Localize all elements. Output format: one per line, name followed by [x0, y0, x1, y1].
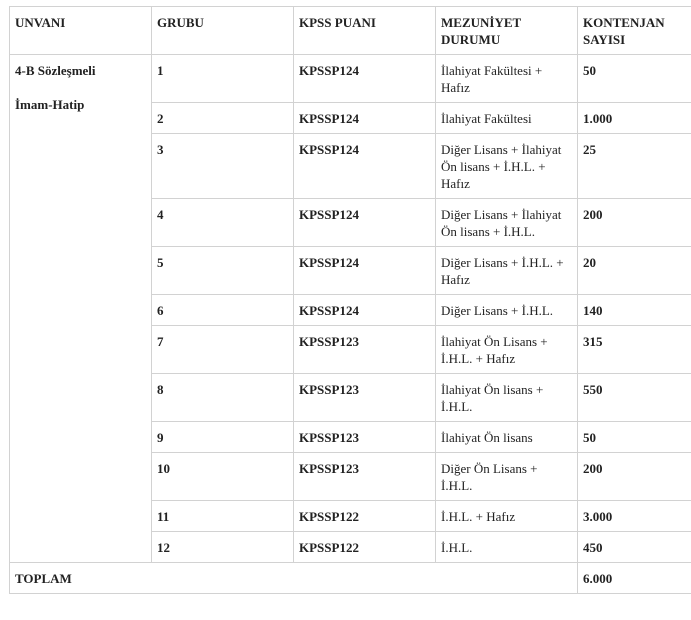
- mezuniyet-cell: Diğer Lisans + İ.H.L.: [436, 295, 578, 326]
- puan-cell: KPSSP124: [294, 247, 436, 295]
- mezuniyet-cell: İlahiyat Fakültesi: [436, 103, 578, 134]
- mezuniyet-cell: İ.H.L.: [436, 532, 578, 563]
- mezuniyet-cell: İlahiyat Ön lisans: [436, 422, 578, 453]
- puan-cell: KPSSP124: [294, 55, 436, 103]
- puan-cell: KPSSP124: [294, 199, 436, 247]
- mezuniyet-cell: Diğer Lisans + İ.H.L. + Hafız: [436, 247, 578, 295]
- kontenjan-table: [9, 6, 691, 594]
- kontenjan-cell: 315: [578, 326, 691, 374]
- mezuniyet-cell: Diğer Lisans + İlahiyat Ön lisans + İ.H.L.: [436, 199, 578, 247]
- grup-cell: 8: [152, 374, 294, 422]
- unvan-cell: [10, 55, 152, 563]
- mezuniyet-cell: Diğer Ön Lisans + İ.H.L.: [436, 453, 578, 501]
- kontenjan-cell: 450: [578, 532, 691, 563]
- mezuniyet-cell: İlahiyat Fakültesi + Hafız: [436, 55, 578, 103]
- grup-cell: 1: [152, 55, 294, 103]
- grup-cell: 2: [152, 103, 294, 134]
- grup-cell: 10: [152, 453, 294, 501]
- total-value: 6.000: [578, 563, 691, 594]
- header-kontenjan: KONTENJAN SAYISI: [578, 7, 691, 55]
- unvan-line-2: İmam-Hatip: [15, 97, 85, 112]
- kontenjan-cell: 140: [578, 295, 691, 326]
- kontenjan-cell: 550: [578, 374, 691, 422]
- kontenjan-cell: 25: [578, 134, 691, 199]
- mezuniyet-cell: İlahiyat Ön lisans + İ.H.L.: [436, 374, 578, 422]
- grup-cell: 11: [152, 501, 294, 532]
- header-mezuniyet: MEZUNİYET DURUMU: [436, 7, 578, 55]
- grup-cell: 12: [152, 532, 294, 563]
- kontenjan-cell: 3.000: [578, 501, 691, 532]
- grup-cell: 6: [152, 295, 294, 326]
- grup-cell: 4: [152, 199, 294, 247]
- puan-cell: KPSSP123: [294, 326, 436, 374]
- puan-cell: KPSSP124: [294, 295, 436, 326]
- total-label: TOPLAM: [10, 563, 578, 594]
- kontenjan-cell: 200: [578, 199, 691, 247]
- header-kpss-puani: KPSS PUANI: [294, 7, 436, 55]
- grup-cell: 5: [152, 247, 294, 295]
- grup-cell: 9: [152, 422, 294, 453]
- mezuniyet-cell: İ.H.L. + Hafız: [436, 501, 578, 532]
- grup-cell: 3: [152, 134, 294, 199]
- puan-cell: KPSSP124: [294, 134, 436, 199]
- header-grubu: GRUBU: [152, 7, 294, 55]
- header-row: [10, 7, 691, 55]
- table-row: [10, 55, 691, 103]
- unvan-line-1: 4-B Sözleşmeli: [15, 63, 96, 78]
- kontenjan-cell: 20: [578, 247, 691, 295]
- mezuniyet-cell: İlahiyat Ön Lisans + İ.H.L. + Hafız: [436, 326, 578, 374]
- grup-cell: 7: [152, 326, 294, 374]
- kontenjan-cell: 1.000: [578, 103, 691, 134]
- total-row: [10, 563, 691, 594]
- kontenjan-cell: 200: [578, 453, 691, 501]
- header-unvan: UNVANI: [10, 7, 152, 55]
- puan-cell: KPSSP122: [294, 532, 436, 563]
- kontenjan-cell: 50: [578, 55, 691, 103]
- puan-cell: KPSSP124: [294, 103, 436, 134]
- kontenjan-cell: 50: [578, 422, 691, 453]
- puan-cell: KPSSP123: [294, 422, 436, 453]
- puan-cell: KPSSP123: [294, 374, 436, 422]
- puan-cell: KPSSP123: [294, 453, 436, 501]
- puan-cell: KPSSP122: [294, 501, 436, 532]
- mezuniyet-cell: Diğer Lisans + İlahiyat Ön lisans + İ.H.L. + Hafız: [436, 134, 578, 199]
